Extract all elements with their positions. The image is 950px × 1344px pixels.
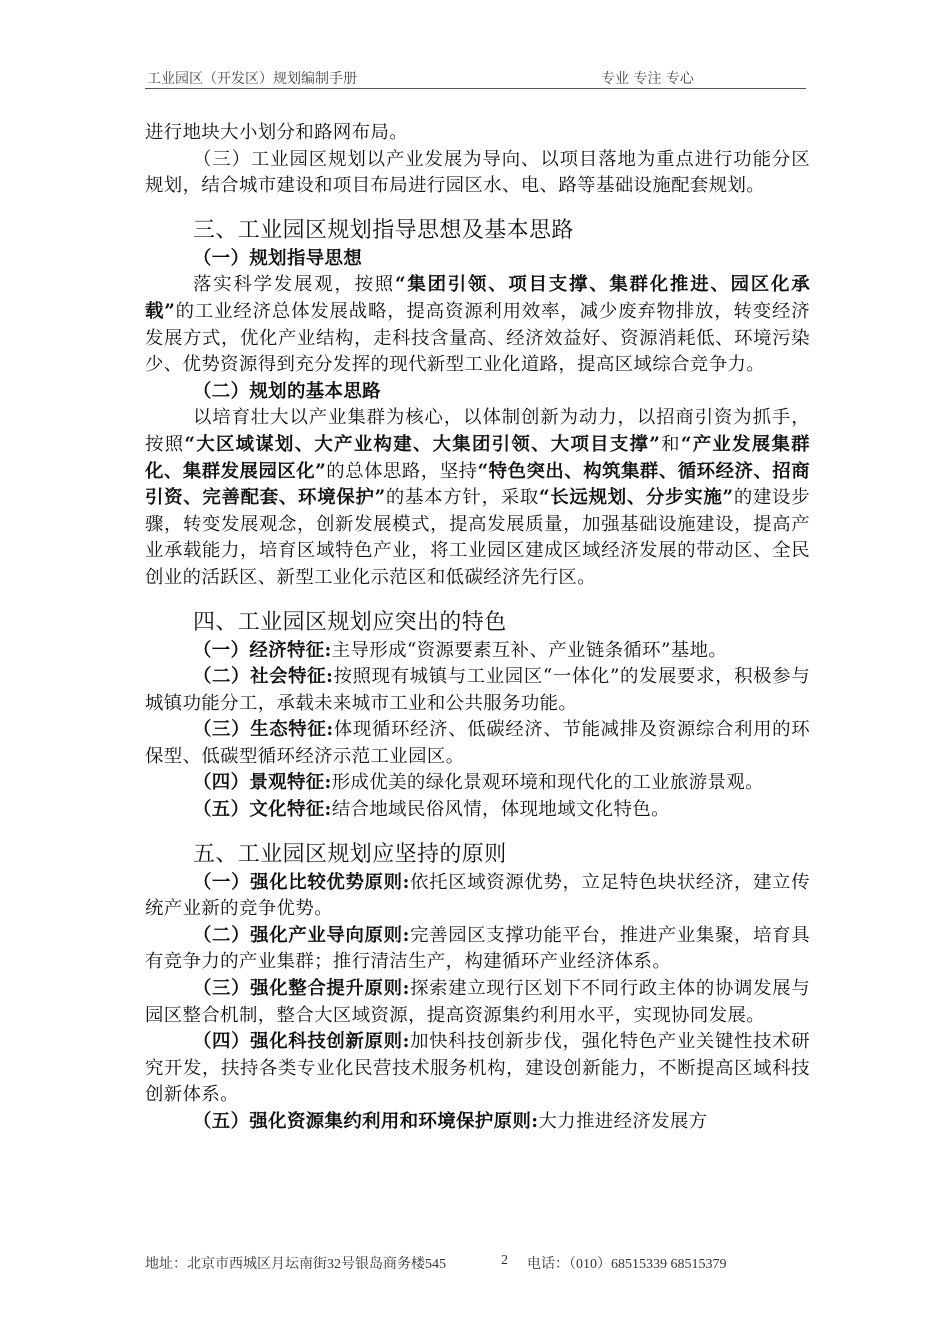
item-text: 体现循环经济、低碳经济、节能减排及资源综合利用的环保型、低碳型循环经济示范工业园区。	[145, 719, 810, 767]
list-item	[145, 1029, 810, 1109]
item-label: （二）社会特征:	[193, 666, 334, 688]
list-item	[145, 870, 810, 923]
item-label: （五）文化特征:	[193, 799, 332, 821]
item-text: 依托区域资源优势，立足特色块状经济，建立传统产业新的竞争优势。	[145, 871, 810, 920]
bold-quote: “产业发展集群化、集群发展园区化”	[145, 433, 810, 482]
item-label: （四）景观特征:	[193, 772, 332, 794]
footer-phone: 电话：（010）68515339 68515379	[527, 1257, 727, 1272]
page-header	[145, 66, 806, 89]
item-text: 形成优美的绿化景观环境和现代化的工业旅游景观。	[331, 772, 764, 794]
header-slogan: 专业 专注 专心	[601, 71, 694, 87]
list-item	[145, 770, 810, 797]
list-item	[145, 976, 810, 1029]
item-text: 加快科技创新步伐，强化特色产业关键性技术研究开发，扶持各类专业化民营技术服务机构，建设创新能力，不断提高区域科技创新体系。	[145, 1031, 810, 1106]
list-item	[145, 923, 810, 976]
text-run: 的基本方针，采取	[385, 487, 539, 509]
page-number: 2	[501, 1253, 508, 1268]
bold-quote: “特色突出、构筑集群、循环经济、招商引资、完善配套、环境保护”	[145, 460, 810, 509]
list-item	[145, 638, 810, 665]
item-label: （四）强化科技创新原则:	[193, 1031, 410, 1053]
subsection-heading: （二）规划的基本思路	[193, 380, 381, 402]
bold-quote: “长远规划、分步实施”	[538, 487, 734, 509]
bold-quote: “集团引领、项目支撑、集群化推进、园区化承载”	[145, 274, 810, 322]
item-label: （一）强化比较优势原则:	[193, 871, 410, 893]
item-label: （二）强化产业导向原则:	[193, 924, 410, 946]
subsection-heading: （一）规划指导思想	[193, 247, 363, 269]
list-item	[145, 664, 810, 717]
item-label: （五）强化资源集约利用和环境保护原则:	[193, 1111, 539, 1132]
list-item	[145, 1109, 810, 1136]
text-run: 的总体思路，坚持	[326, 460, 478, 482]
paragraph	[145, 405, 810, 591]
section-heading: 三、工业园区规划指导思想及基本思路	[193, 217, 574, 243]
item-text: 按照现有城镇与工业园区“一体化”的发展要求，积极参与城镇功能分工，承载未来城市工业和公共服务功能。	[145, 666, 810, 714]
bold-quote: “大区域谋划、大产业构建、大集团引领、大项目支撑”	[184, 433, 661, 455]
item-label: （一）经济特征:	[193, 639, 332, 661]
paragraph: （三）工业园区规划以产业发展为导向、以项目落地为重点进行功能分区规划，结合城市建设和项目布局进行园区水、电、路等基础设施配套规划。	[145, 148, 810, 197]
text-run: 和	[660, 433, 681, 455]
item-label: （三）生态特征:	[193, 719, 334, 741]
list-item	[145, 717, 810, 770]
paragraph	[145, 272, 810, 378]
footer-address: 地址：北京市西城区月坛南街32号银岛商务楼545	[145, 1257, 446, 1272]
item-text: 结合地域民俗风情，体现地域文化特色。	[331, 799, 670, 821]
text-run: 的建设步骤，转变发展观念，创新发展模式，提高发展质量，加强基础设施建设，提高产业承载能力，培育区域特色产业，将工业园区建成区域经济发展的带动区、全民创业的活跃区、新型工业化示范区和低碳经济先行区。	[145, 487, 811, 588]
item-text: 完善园区支撑功能平台，推进产业集聚，培育具有竞争力的产业集群；推行清洁生产，构建循环产业经济体系。	[145, 924, 810, 973]
document-body	[145, 120, 810, 1136]
text-run: 以培育壮大以产业集群为核心，以体制创新为动力，以招商引资为抓手，按照	[145, 407, 810, 455]
item-text: 大力推进经济发展方	[538, 1111, 708, 1132]
paragraph: 进行地块大小划分和路网布局。	[145, 122, 409, 143]
item-text: 探索建立现行区划下不同行政主体的协调发展与园区整合机制，整合大区域资源，提高资源集约利用水平，实现协同发展。	[145, 978, 810, 1026]
text-run: 的工业经济总体发展战略，提高资源利用效率，减少废弃物排放，转变经济发展方式，优化产业结构，走科技含量高、经济效益好、资源消耗低、环境污染少、优势资源得到充分发挥的现代新型工业化道路，提高区域综合竞争力。	[145, 300, 810, 376]
header-title: 工业园区（开发区）规划编制手册	[147, 71, 357, 87]
item-label: （三）强化整合提升原则:	[193, 978, 410, 1000]
list-item	[145, 797, 810, 824]
text-run: 落实科学发展观，按照	[193, 274, 396, 296]
item-text: 主导形成“资源要素互补、产业链条循环”基地。	[331, 639, 728, 661]
section-heading: 五、工业园区规划应坚持的原则	[193, 841, 507, 867]
section-heading: 四、工业园区规划应突出的特色	[193, 609, 507, 635]
